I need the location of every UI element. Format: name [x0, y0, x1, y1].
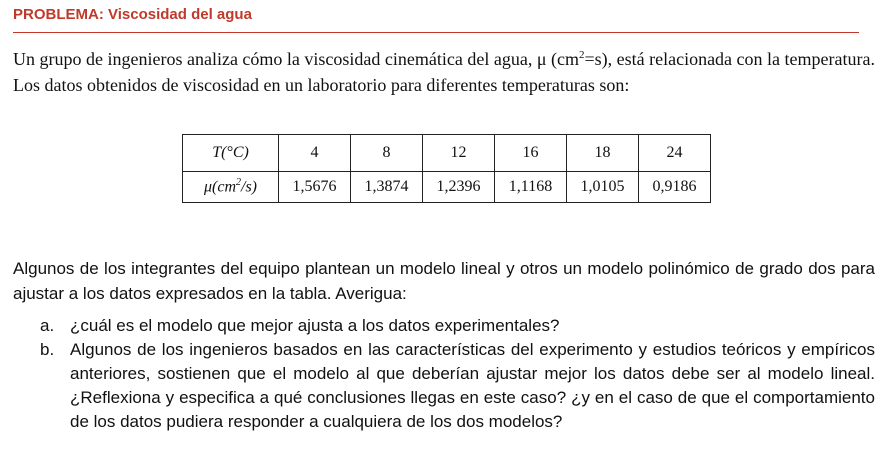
list-item — [40, 314, 875, 338]
intro-paragraph — [13, 46, 875, 98]
viscosity-cell: 0,9186 — [639, 172, 711, 203]
viscosity-cell: 1,2396 — [423, 172, 495, 203]
list-marker: a. — [40, 316, 55, 335]
viscosity-cell: 1,1168 — [495, 172, 567, 203]
viscosity-data-table — [182, 134, 711, 203]
temperature-cell: 8 — [351, 135, 423, 172]
list-item — [40, 338, 875, 434]
temperature-cell: 24 — [639, 135, 711, 172]
list-item-text: ¿cuál es el modelo que mejor ajusta a los datos experimentales? — [70, 316, 560, 335]
table-row-temperature — [183, 135, 711, 172]
intro-superscript: 2 — [578, 49, 585, 61]
title-divider — [13, 32, 859, 33]
intro-text-part1: Un grupo de ingenieros analiza cómo la viscosidad cinemática del agua, μ (cm — [13, 49, 579, 69]
viscosity-label-suffix: /s) — [241, 178, 257, 196]
intro-text-part2: =s), está relacionada con la temperatura. Los datos obtenidos de viscosidad en un laboratorio para diferentes temperaturas son: — [13, 49, 875, 95]
temperature-cell: 18 — [567, 135, 639, 172]
temperature-row-label: T(°C) — [183, 135, 279, 172]
viscosity-cell: 1,3874 — [351, 172, 423, 203]
viscosity-cell: 1,0105 — [567, 172, 639, 203]
viscosity-label-superscript: 2 — [236, 177, 241, 189]
temperature-cell: 12 — [423, 135, 495, 172]
viscosity-cell: 1,5676 — [279, 172, 351, 203]
list-item-text: Algunos de los ingenieros basados en las características del experimento y estudios teóricos y empíricos anteriores, sostienen que el modelo al que deberían ajustar mejor los datos debe ser al modelo lineal. ¿Reflexiona y especifica a qué conclusiones llegas en este caso? ¿y en el caso de que el comportamiento de los datos pudiera responder a cualquiera de los dos modelos? — [70, 340, 875, 431]
page-title: PROBLEMA: Viscosidad del agua — [13, 6, 252, 23]
viscosity-label-prefix: μ(cm — [203, 178, 236, 196]
viscosity-row-label — [183, 172, 279, 203]
question-list — [40, 314, 875, 434]
temperature-cell: 4 — [279, 135, 351, 172]
list-marker: b. — [40, 340, 55, 359]
question-paragraph: Algunos de los integrantes del equipo plantean un modelo lineal y otros un modelo polinómico de grado dos para ajustar a los datos expresados en la tabla. Averigua: — [13, 259, 875, 303]
table-row-viscosity — [183, 172, 711, 203]
temperature-cell: 16 — [495, 135, 567, 172]
